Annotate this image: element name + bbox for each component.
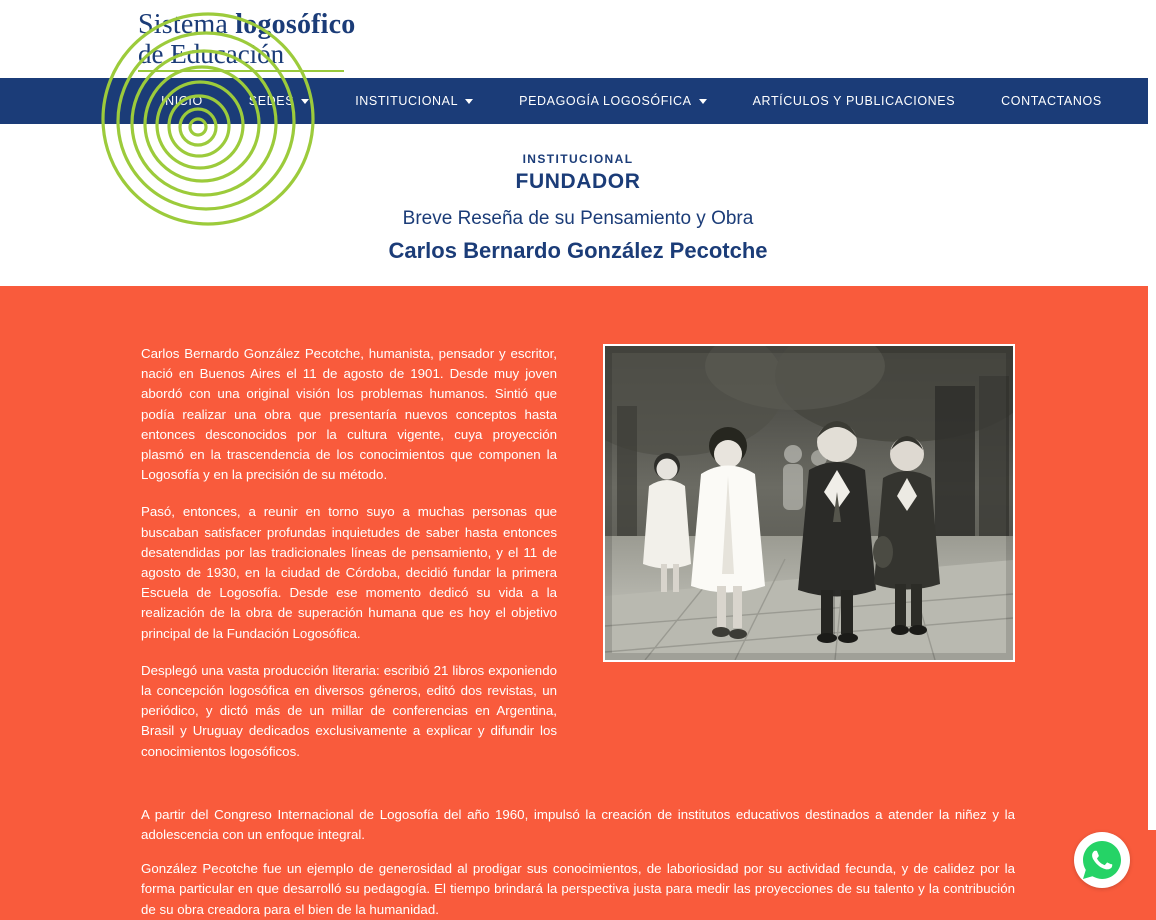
article-top-row [141, 344, 1015, 779]
logo-line-1 [138, 10, 355, 40]
whatsapp-icon [1080, 838, 1124, 882]
article-paragraph: Desplegó una vasta producción literaria: escribió 21 libros exponiendo la concepción logosófica en diversos géneros, editó dos revistas, un periódico, y dictó más de un millar de conferencias en Argentina, Brasil y Uruguay dedicados exclusivamente a explicar y difundir los conocimientos logosóficos. [141, 662, 557, 759]
article-paragraph: Carlos Bernardo González Pecotche, humanista, pensador y escritor, nació en Buenos Aires el 11 de agosto de 1901. Desde muy joven abordó con una original visión los problemas humanos. Sintió que podía realizar una obra que presentaría nuevos conceptos hasta entonces desconocidos por la cultura vigente, cuya proyección plasmó en la trascendencia de los conocimientos que componen la Logosofía y en la precisión de su método. [141, 346, 557, 483]
nav-label: INSTITUCIONAL [355, 94, 459, 108]
nav-item-pedagogia-logosofica[interactable] [496, 78, 729, 124]
article-left-column [141, 344, 557, 779]
content-container [141, 344, 1015, 920]
page-title-band [0, 124, 1156, 286]
chevron-down-icon [465, 99, 473, 104]
main-navigation[interactable] [0, 78, 1156, 124]
page-title-heading: FUNDADOR [515, 170, 641, 193]
founder-photo [603, 344, 1015, 662]
nav-item-contactanos[interactable] [978, 78, 1125, 124]
site-header [0, 0, 1156, 78]
nav-item-sedes[interactable] [226, 78, 332, 124]
logo-line-2: de Educación [138, 38, 285, 69]
nav-item-inicio[interactable] [138, 78, 226, 124]
article-section [0, 286, 1156, 920]
whatsapp-float-button[interactable] [1074, 832, 1130, 888]
nav-label: CONTACTANOS [1001, 94, 1102, 108]
article-paragraph: González Pecotche fue un ejemplo de generosidad al prodigar sus conocimientos, de laboriosidad por su actividad fecunda, y de calidez por la forma particular en que desarrolló su pedagogía. El tiempo brindará la perspectiva justa para medir las proyecciones de su talento y la contribución de su obra creadora para el bien de la humanidad. [141, 861, 1015, 917]
page-title [0, 152, 1156, 264]
chevron-down-icon [699, 99, 707, 104]
article-bottom-block [141, 805, 1015, 920]
nav-label: INICIO [161, 94, 203, 108]
nav-label: SEDES [248, 94, 295, 108]
site-logo[interactable] [138, 10, 355, 68]
logo-word-sistema: Sistema [138, 8, 236, 40]
nav-item-institucional[interactable] [332, 78, 496, 124]
chevron-down-icon [301, 99, 309, 104]
nav-label: ARTÍCULOS Y PUBLICACIONES [752, 94, 956, 108]
logo-underline [138, 70, 344, 72]
page-title-name: Carlos Bernardo González Pecotche [388, 238, 768, 263]
nav-label: PEDAGOGÍA LOGOSÓFICA [519, 94, 692, 108]
article-paragraph: A partir del Congreso Internacional de Logosofía del año 1960, impulsó la creación de institutos educativos destinados a atender la niñez y la adolescencia con un enfoque integral. [141, 806, 1015, 843]
nav-item-articulos-y-publicaciones[interactable] [730, 78, 979, 124]
page-title-subtitle: Breve Reseña de su Pensamiento y Obra [402, 208, 754, 229]
founder-photo-image [605, 346, 1013, 660]
article-paragraph: Pasó, entonces, a reunir en torno suyo a muchas personas que buscaban satisfacer profundas inquietudes de saber hasta entonces desatendidas por las tradicionales líneas de pensamiento, y el 11 de agosto de 1930, en la ciudad de Córdoba, decidió fundar la primera Escuela de Logosofía. Desde ese momento dedicó su vida a la realización de la obra de superación humana que es hoy el objetivo principal de la Fundación Logosófica. [141, 504, 557, 641]
page-title-eyebrow: INSTITUCIONAL [522, 152, 634, 166]
logo-word-logosofico: logosófico [235, 8, 356, 40]
